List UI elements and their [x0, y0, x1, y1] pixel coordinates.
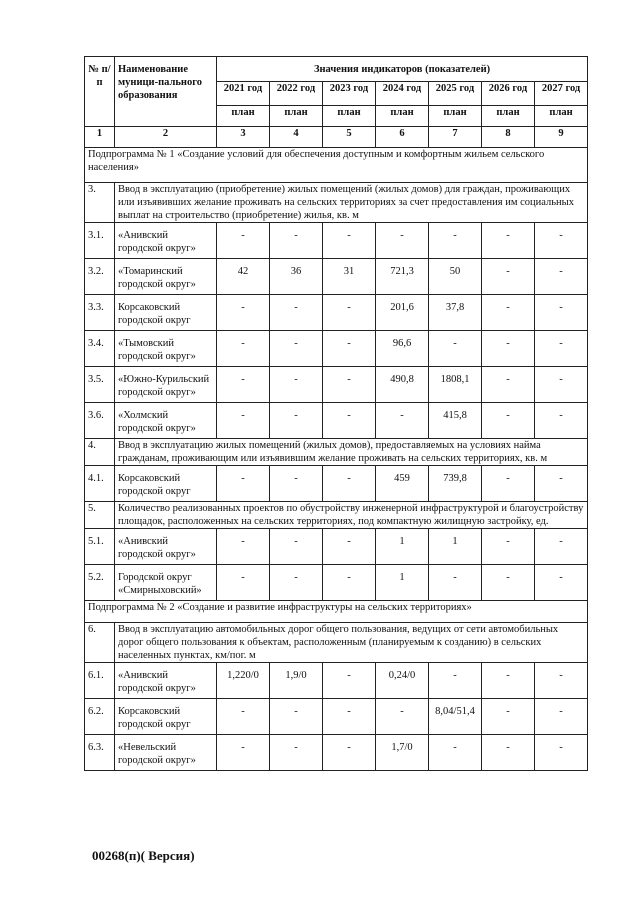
indicator-value: - — [217, 735, 270, 771]
header-num: № п/п — [85, 57, 115, 127]
indicator-value: - — [323, 699, 376, 735]
indicator-value: - — [217, 367, 270, 403]
table-row — [85, 663, 588, 699]
municipality-name: «Анивский городской округ» — [115, 223, 217, 259]
municipality-name: Корсаковский городской округ — [115, 699, 217, 735]
row-number: 6.2. — [85, 699, 115, 735]
indicator-value: 459 — [376, 466, 429, 502]
column-number: 8 — [482, 127, 535, 148]
indicator-value: - — [482, 223, 535, 259]
table-row — [85, 223, 588, 259]
municipality-name: «Тымовский городской округ» — [115, 331, 217, 367]
indicators-table — [84, 56, 588, 771]
municipality-name: «Анивский городской округ» — [115, 529, 217, 565]
row-number: 5.1. — [85, 529, 115, 565]
indicator-value: - — [217, 699, 270, 735]
indicator-value: - — [482, 403, 535, 439]
indicator-value: - — [270, 403, 323, 439]
indicator-value: 50 — [429, 259, 482, 295]
indicator-value: - — [429, 663, 482, 699]
header-year: 2023 год — [323, 82, 376, 106]
indicator-value: - — [482, 529, 535, 565]
indicator-value: - — [376, 699, 429, 735]
indicator-row — [85, 502, 588, 529]
indicator-value: 8,04/51,4 — [429, 699, 482, 735]
column-number: 4 — [270, 127, 323, 148]
column-number: 5 — [323, 127, 376, 148]
indicator-value: - — [535, 295, 588, 331]
indicator-value: - — [535, 403, 588, 439]
row-number: 5.2. — [85, 565, 115, 601]
header-plan: план — [323, 106, 376, 127]
column-number: 2 — [115, 127, 217, 148]
header-values: Значения индикаторов (показателей) — [217, 57, 588, 82]
indicator-value: - — [429, 735, 482, 771]
row-number: 6.1. — [85, 663, 115, 699]
indicator-value: 0,24/0 — [376, 663, 429, 699]
header-plan: план — [376, 106, 429, 127]
indicator-title: Ввод в эксплуатацию жилых помещений (жилых домов), предоставляемых на условиях найма гражданам, проживающим или изъявившим желание проживать на сельских территориях, кв. м — [115, 439, 588, 466]
indicator-row — [85, 623, 588, 663]
indicator-value: - — [482, 565, 535, 601]
indicator-title: Ввод в эксплуатацию автомобильных дорог общего пользования, ведущих от сети автомобильных дорог общего пользования к объектам, расположенным (планируемым к созданию) в сельских населенных пунктах, км/пог. м — [115, 623, 588, 663]
municipality-name: «Южно-Курильский городской округ» — [115, 367, 217, 403]
municipality-name: Корсаковский городской округ — [115, 295, 217, 331]
indicator-value: 1 — [429, 529, 482, 565]
indicator-value: - — [535, 565, 588, 601]
municipality-name: «Анивский городской округ» — [115, 663, 217, 699]
row-number: 3.5. — [85, 367, 115, 403]
municipality-name: «Невельский городской округ» — [115, 735, 217, 771]
indicator-value: - — [323, 466, 376, 502]
row-number: 3.4. — [85, 331, 115, 367]
indicator-value: - — [429, 565, 482, 601]
indicator-number: 3. — [85, 183, 115, 223]
indicator-value: - — [535, 259, 588, 295]
header-year: 2027 год — [535, 82, 588, 106]
indicator-value: 739,8 — [429, 466, 482, 502]
row-number: 4.1. — [85, 466, 115, 502]
indicator-value: 415,8 — [429, 403, 482, 439]
indicator-value: - — [323, 403, 376, 439]
indicator-row — [85, 183, 588, 223]
column-number: 3 — [217, 127, 270, 148]
indicator-value: 42 — [217, 259, 270, 295]
indicator-value: - — [535, 331, 588, 367]
row-number: 3.3. — [85, 295, 115, 331]
indicator-value: - — [323, 367, 376, 403]
header-name: Наименование муници-пального образования — [115, 57, 217, 127]
indicator-value: - — [376, 223, 429, 259]
indicator-row — [85, 439, 588, 466]
header-year: 2025 год — [429, 82, 482, 106]
indicator-value: - — [323, 565, 376, 601]
indicator-value: - — [482, 259, 535, 295]
indicator-value: - — [323, 295, 376, 331]
indicator-value: 1,220/0 — [217, 663, 270, 699]
indicator-value: - — [482, 295, 535, 331]
indicator-value: 1,7/0 — [376, 735, 429, 771]
indicator-value: - — [217, 529, 270, 565]
subprogram-row — [85, 148, 588, 183]
indicator-value: - — [323, 223, 376, 259]
indicator-value: - — [535, 466, 588, 502]
header-year: 2022 год — [270, 82, 323, 106]
indicator-value: - — [270, 565, 323, 601]
indicator-value: 201,6 — [376, 295, 429, 331]
indicator-value: - — [535, 529, 588, 565]
indicator-value: - — [217, 466, 270, 502]
table-row — [85, 259, 588, 295]
table-row — [85, 367, 588, 403]
indicator-value: 1,9/0 — [270, 663, 323, 699]
table-row — [85, 565, 588, 601]
row-number: 3.6. — [85, 403, 115, 439]
indicator-value: - — [270, 331, 323, 367]
indicator-value: 1 — [376, 565, 429, 601]
indicator-value: - — [217, 223, 270, 259]
indicator-value: - — [429, 331, 482, 367]
indicator-value: - — [270, 367, 323, 403]
indicator-value: - — [270, 529, 323, 565]
indicator-value: - — [535, 223, 588, 259]
table-row — [85, 403, 588, 439]
indicator-value: - — [429, 223, 482, 259]
header-plan: план — [217, 106, 270, 127]
indicator-value: - — [535, 699, 588, 735]
indicator-number: 4. — [85, 439, 115, 466]
indicator-value: - — [482, 367, 535, 403]
table-row — [85, 529, 588, 565]
indicator-number: 6. — [85, 623, 115, 663]
column-number: 7 — [429, 127, 482, 148]
indicator-value: - — [217, 331, 270, 367]
indicator-value: - — [323, 663, 376, 699]
indicator-value: - — [217, 565, 270, 601]
indicator-number: 5. — [85, 502, 115, 529]
indicator-title: Ввод в эксплуатацию (приобретение) жилых помещений (жилых домов) для граждан, проживающих или изъявивших желание проживать на сельских территориях за счет предоставления им социальных выплат на строительство (приобретение) жилья, кв. м — [115, 183, 588, 223]
row-number: 6.3. — [85, 735, 115, 771]
indicator-value: 36 — [270, 259, 323, 295]
indicator-value: - — [217, 295, 270, 331]
municipality-name: Городской округ «Смирныховский» — [115, 565, 217, 601]
indicator-value: - — [535, 735, 588, 771]
municipality-name: «Холмский городской округ» — [115, 403, 217, 439]
subprogram-row — [85, 601, 588, 623]
row-number: 3.1. — [85, 223, 115, 259]
table-row — [85, 699, 588, 735]
footer-code: 00268(п)( Версия) — [92, 848, 195, 863]
header-year: 2024 год — [376, 82, 429, 106]
indicator-value: - — [270, 223, 323, 259]
column-number: 1 — [85, 127, 115, 148]
table-row — [85, 295, 588, 331]
indicator-value: - — [270, 295, 323, 331]
header-plan: план — [535, 106, 588, 127]
indicator-value: - — [482, 466, 535, 502]
indicator-value: - — [482, 663, 535, 699]
indicator-value: - — [270, 466, 323, 502]
indicator-value: 37,8 — [429, 295, 482, 331]
indicator-value: 1808,1 — [429, 367, 482, 403]
indicator-value: - — [217, 403, 270, 439]
indicator-value: - — [270, 699, 323, 735]
indicator-value: - — [482, 735, 535, 771]
indicator-title: Количество реализованных проектов по обустройству инженерной инфраструктурой и благоустройству площадок, расположенных на сельских территориях, под компактную жилищную застройку, ед. — [115, 502, 588, 529]
indicator-value: - — [376, 403, 429, 439]
table-row — [85, 735, 588, 771]
indicator-value: 1 — [376, 529, 429, 565]
indicator-value: - — [323, 735, 376, 771]
row-number: 3.2. — [85, 259, 115, 295]
column-number: 9 — [535, 127, 588, 148]
indicator-value: 490,8 — [376, 367, 429, 403]
table-row — [85, 466, 588, 502]
indicator-value: - — [270, 735, 323, 771]
indicator-value: - — [323, 331, 376, 367]
municipality-name: Корсаковский городской округ — [115, 466, 217, 502]
indicator-value: - — [323, 529, 376, 565]
indicator-value: - — [482, 699, 535, 735]
header-plan: план — [270, 106, 323, 127]
header-plan: план — [482, 106, 535, 127]
indicator-value: - — [535, 663, 588, 699]
indicator-value: 721,3 — [376, 259, 429, 295]
indicator-value: - — [482, 331, 535, 367]
indicator-value: - — [535, 367, 588, 403]
header-year: 2021 год — [217, 82, 270, 106]
table-row — [85, 331, 588, 367]
header-plan: план — [429, 106, 482, 127]
indicator-value: 31 — [323, 259, 376, 295]
subprogram-title: Подпрограмма № 2 «Создание и развитие инфраструктуры на сельских территориях» — [85, 601, 588, 623]
indicator-value: 96,6 — [376, 331, 429, 367]
municipality-name: «Томаринский городской округ» — [115, 259, 217, 295]
column-number: 6 — [376, 127, 429, 148]
header-year: 2026 год — [482, 82, 535, 106]
subprogram-title: Подпрограмма № 1 «Создание условий для обеспечения доступным и комфортным жильем сельского населения» — [85, 148, 588, 183]
